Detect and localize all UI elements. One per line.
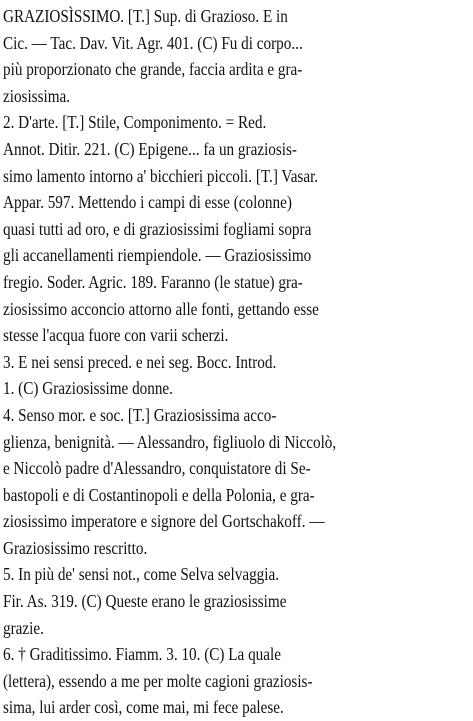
entry-line: bastopoli e di Costantinopoli e della Polonia, e gra-: [3, 484, 315, 505]
entry-line: simo lamento intorno a' bicchieri piccoli. [T.] Vasar.: [3, 165, 319, 186]
entry-line: 3. E nei sensi preced. e nei seg. Bocc. Introd.: [3, 351, 277, 372]
entry-line: Appar. 597. Mettendo i campi di esse (colonne): [3, 192, 292, 213]
entry-line: 6. † Graditissimo. Fiamm. 3. 10. (C) La quale: [3, 644, 281, 665]
entry-line: stesse l'acqua fuore con varii scherzi.: [3, 325, 229, 346]
entry-line: Cic. — Tac. Dav. Vit. Agr. 401. (C) Fu di corpo...: [3, 32, 303, 53]
entry-line: fregio. Soder. Agric. 189. Faranno (le statue) gra-: [3, 271, 303, 292]
entry-line: glienza, benignità. — Alessandro, figliuolo di Niccolò,: [3, 431, 337, 452]
entry-line: 1. (C) Graziosissime donne.: [3, 378, 173, 399]
entry-line: Annot. Ditir. 221. (C) Epigene... fa un graziosis-: [3, 138, 297, 159]
dictionary-entry: [3, 3, 392, 721]
entry-line: 2. D'arte. [T.] Stile, Componimento. = Red.: [3, 112, 267, 133]
entry-line: ziosissima.: [3, 85, 71, 106]
entry-line: quasi tutti ad oro, e di graziosissimi fogliami sopra: [3, 218, 312, 239]
entry-line: e Niccolò padre d'Alessandro, conquistatore di Se-: [3, 458, 311, 479]
entry-line: sima, lui arder così, come mai, mi fece palese.: [3, 697, 284, 718]
entry-line: grazie.: [3, 617, 44, 638]
entry-line: Graziosissimo rescritto.: [3, 537, 148, 558]
entry-line: 5. In più de' sensi not., come Selva selvaggia.: [3, 564, 280, 585]
entry-line: Fir. As. 319. (C) Queste erano le graziosissime: [3, 591, 287, 612]
entry-line: 4. Senso mor. e soc. [T.] Graziosissima acco-: [3, 404, 277, 425]
entry-line: più proporzionato che grande, faccia ardita e gra-: [3, 59, 303, 80]
entry-line: gli accanellamenti riempiendole. — Graziosissimo: [3, 245, 312, 266]
entry-line: ziosissimo imperatore e signore del Gortschakoff. —: [3, 511, 325, 532]
entry-line: GRAZIOSÌSSIMO. [T.] Sup. di Grazioso. E in: [3, 6, 288, 26]
entry-line: ziosissimo acconcio attorno alle fonti, gettando esse: [3, 298, 319, 319]
entry-line: (lettera), essendo a me per molte cagioni graziosis-: [3, 670, 313, 691]
